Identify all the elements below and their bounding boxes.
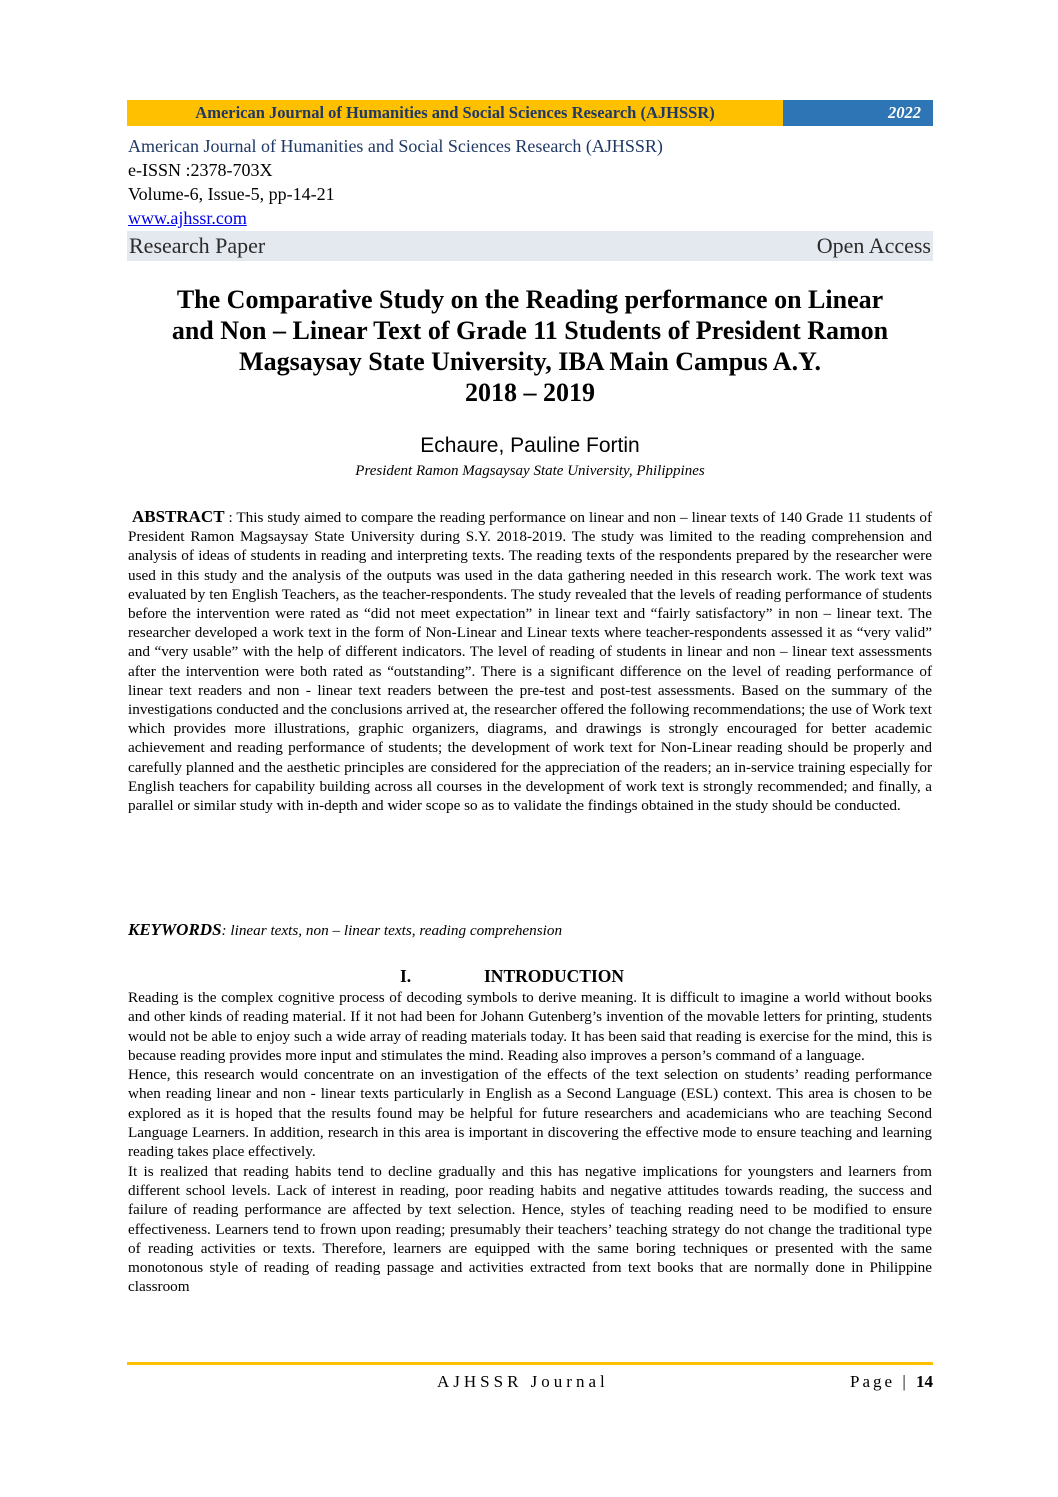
page-footer <box>127 1372 933 1396</box>
section-title: INTRODUCTION <box>484 966 625 986</box>
keywords-text: : linear texts, non – linear texts, reading comprehension <box>221 922 563 939</box>
title-line: The Comparative Study on the Reading performance on Linear <box>176 285 884 314</box>
paragraph: Reading is the complex cognitive process of decoding symbols to derive meaning. It is difficult to imagine a world without books and other kinds of reading material. If it not had been for Johann Gutenberg’s invention of the movable letters for printing, students would not be able to enjoy such a wide array of reading materials today. It has been said that reading is exercise for the mind, this is because reading provides more input and stimulates the mind. Reading also improves a person’s command of a language. <box>128 989 932 1064</box>
paragraph: Hence, this research would concentrate on an investigation of the effects of the text selection on students’ reading performance when reading linear and non - linear texts particularly in English as a Second Language (ESL) context. This area is chosen to be explored as it is hoped that the results found may be helpful for future researchers and academicians who are teaching Second Language Learners. In addition, research in this area is important in discovering the effective mode to ensure teaching and learning reading takes place effectively. <box>128 1066 932 1161</box>
paragraph: It is realized that reading habits tend to decline gradually and this has negative implications for youngsters and learners from different school levels. Lack of interest in reading, poor reading habits and negative attitudes towards reading, the success and failure of reading performance are affected by text selection. Hence, styles of teaching reading need to be modified to ensure effectiveness. Learners tend to frown upon reading; presumably their teachers’ teaching strategy do not change the traditional type of reading activities or texts. Therefore, learners are equipped with the same boring techniques or presented with the same monotonous style of reading of reading passage and activities extracted from text books that are normally done in Philippine classroom <box>128 1162 932 1296</box>
paper-type-bar <box>127 231 933 261</box>
meta-volume: Volume-6, Issue-5, pp-14-21 <box>128 184 335 204</box>
keywords-label: KEYWORDS <box>128 920 222 939</box>
footer-journal: AJHSSR Journal <box>437 1372 609 1391</box>
abstract <box>128 507 932 815</box>
journal-header-band <box>127 100 933 126</box>
page-label: Page | <box>850 1372 916 1391</box>
title-line: Magsaysay State University, IBA Main Campus A.Y. <box>239 347 821 376</box>
introduction-body <box>128 988 932 1297</box>
title-line: 2018 – 2019 <box>465 378 595 407</box>
header-year: 2022 <box>783 100 933 126</box>
title-line: and Non – Linear Text of Grade 11 Students of President Ramon <box>171 316 889 345</box>
journal-meta <box>128 134 934 230</box>
paper-title <box>127 284 933 408</box>
author-name: Echaure, Pauline Fortin <box>420 434 640 457</box>
journal-website-link[interactable]: www.ajhssr.com <box>128 208 247 228</box>
paper-type-label: Research Paper <box>129 233 266 258</box>
header-journal-name: American Journal of Humanities and Social Sciences Research (AJHSSR) <box>127 100 783 126</box>
abstract-separator: : <box>224 509 237 526</box>
page-number: 14 <box>916 1372 933 1391</box>
author-affiliation: President Ramon Magsaysay State University, Philippines <box>355 463 705 479</box>
meta-journal: American Journal of Humanities and Social Sciences Research (AJHSSR) <box>128 136 663 156</box>
footer-rule <box>127 1362 933 1365</box>
footer-page <box>850 1372 933 1392</box>
access-label: Open Access <box>816 233 931 258</box>
abstract-label: ABSTRACT <box>131 507 225 526</box>
meta-eissn: e-ISSN :2378-703X <box>128 160 273 180</box>
section-number: I. <box>400 966 412 986</box>
keywords <box>128 920 932 940</box>
abstract-text: This study aimed to compare the reading performance on linear and non – linear texts of 140 Grade 11 students of President Ramon Magsaysay State University during S.Y. 2018-2019. The study was limited to the reading comprehension and analysis of ideas of students in reading and interpreting texts. The reading texts of the respondents prepared by the researcher were used in this study and the analysis of the outputs was used in the data gathering needed in this research work. The work text was evaluated by ten English Teachers, as the teacher-respondents. The study revealed that the levels of reading performance of students before the intervention were rated as “did not meet expectation” in linear text and “fairly satisfactory” in non – linear text. The researcher developed a work text in the form of Non-Linear and Linear texts where teacher-respondents assessed it as “very valid” and “very usable” with the help of different indicators. The level of reading of students in linear and non – linear text assessments after the intervention were both rated as “outstanding”. There is a significant difference on the level of reading performance of linear text readers and non - linear text readers between the pre-test and post-test assessments. Based on the summary of the investigations conducted and the conclusions arrived at, the researcher offered the following recommendations; the use of Work text which provides more illustrations, graphic organizers, diagrams, and drawings is strongly encouraged for better academic achievement and reading performance of students; the development of work text for Non-Linear reading should be properly and carefully planned and the aesthetic principles are considered for the appreciation of the readers; an in-service training especially for English teachers for capability building across all courses in the development of work text is strongly recommended; and finally, a parallel or similar study with in-depth and wider scope so as to validate the findings obtained in the study should be conducted. <box>128 509 933 815</box>
